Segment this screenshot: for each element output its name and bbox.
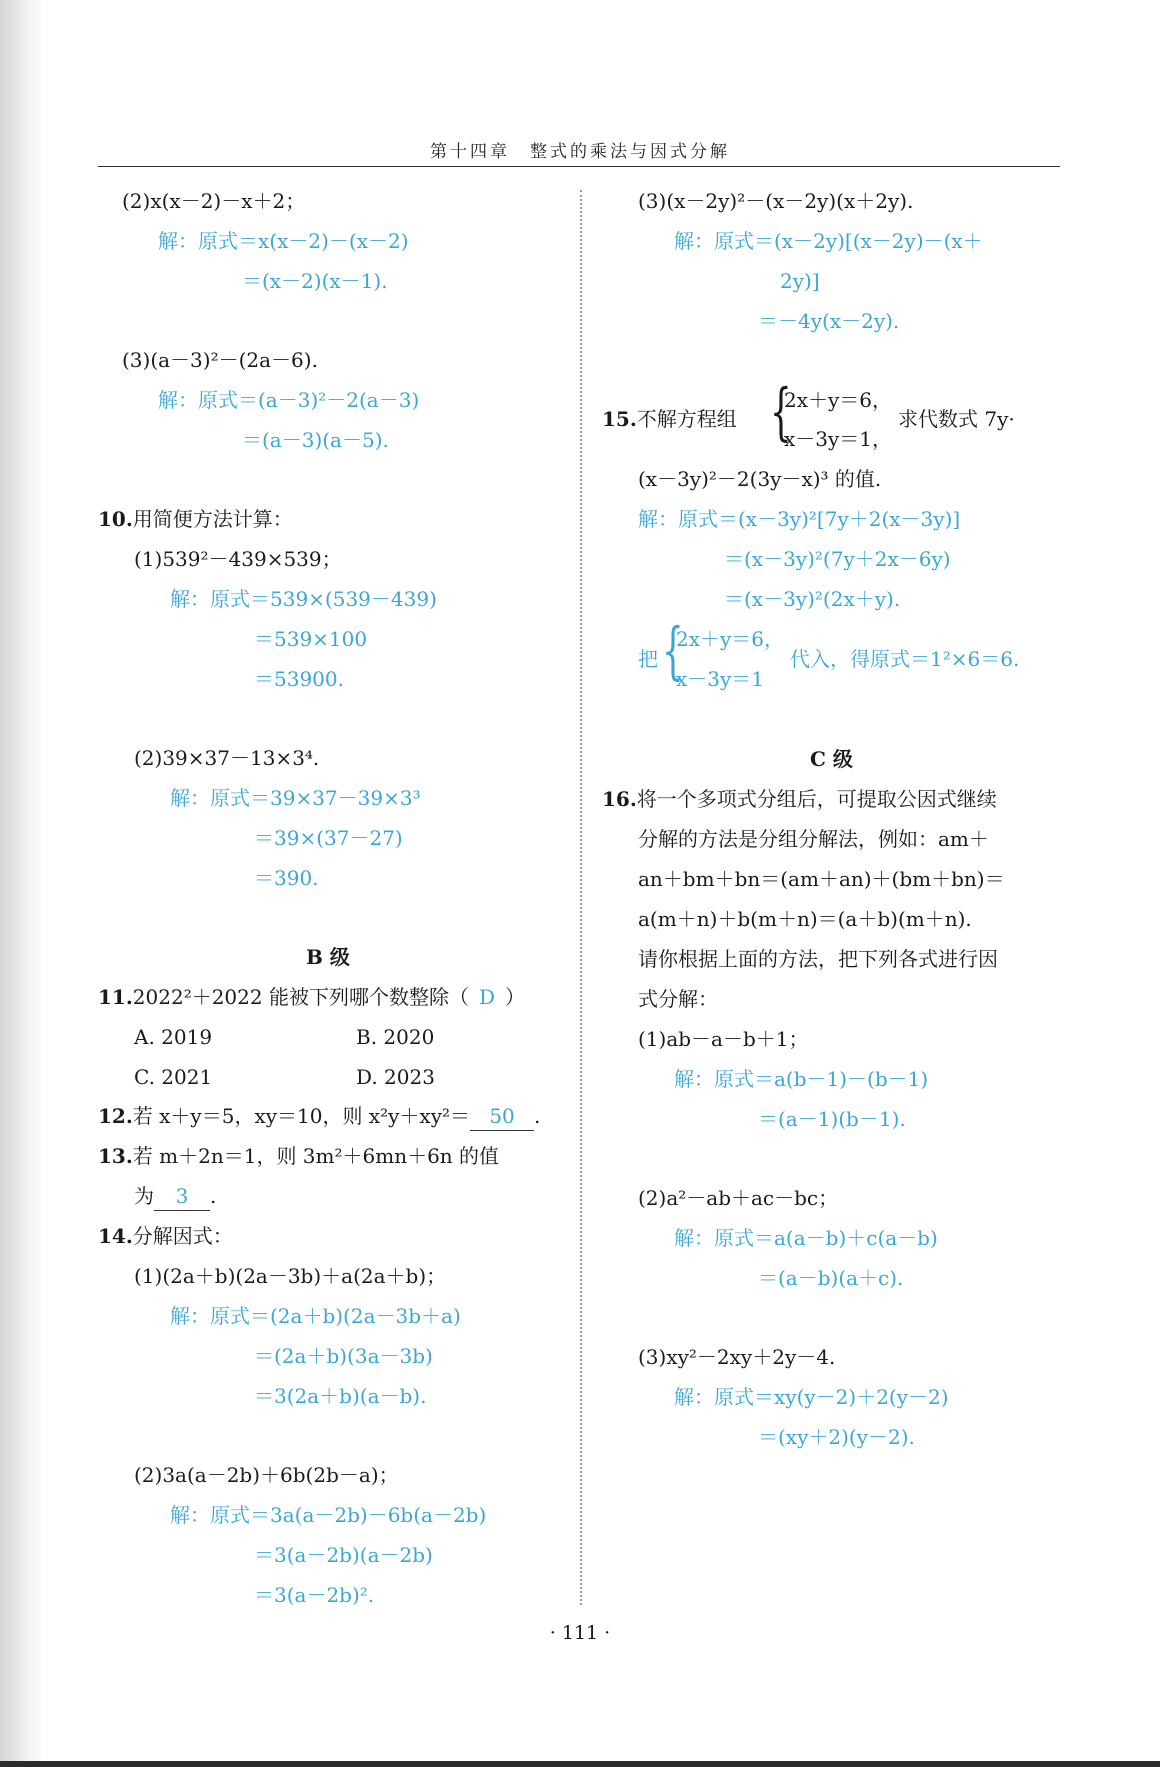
q11-option-c: C. 2021 bbox=[134, 1065, 213, 1089]
q16-part1-stem: (1)ab－a－b＋1； bbox=[638, 1027, 809, 1051]
q15-answer-line1: 解：原式＝(x－3y)²[7y＋2(x－3y)] bbox=[638, 507, 961, 531]
q16-part3-stem: (3)xy²－2xy＋2y－4. bbox=[638, 1345, 836, 1369]
q10-part2-stem: (2)39×37－13×3⁴. bbox=[134, 746, 320, 770]
q10-part1-answer-line1: 解：原式＝539×(539－439) bbox=[170, 587, 437, 611]
column-divider bbox=[580, 190, 582, 1605]
q15-substitute-brace: { bbox=[662, 614, 684, 687]
q10-text: 用简便方法计算： bbox=[132, 507, 293, 531]
q11-answer: D bbox=[478, 985, 496, 1009]
q14-part2-stem: (2)3a(a－2b)＋6b(2b－a)； bbox=[134, 1463, 399, 1487]
q15-substitute-post: 代入，得原式＝1²×6＝6. bbox=[790, 647, 1020, 671]
q14-part2-answer-line2: ＝3(a－2b)(a－2b) bbox=[254, 1543, 433, 1567]
header-rule bbox=[98, 166, 1060, 167]
q16-part3-answer-line2: ＝(xy＋2)(y－2). bbox=[758, 1425, 915, 1449]
q14-part1-answer-line2: ＝(2a＋b)(3a－3b) bbox=[254, 1344, 433, 1368]
page-edge-shadow bbox=[0, 0, 44, 1767]
q14-3-stem: (3)(x－2y)²－(x－2y)(x＋2y). bbox=[638, 189, 914, 213]
q14-text: 分解因式： bbox=[132, 1224, 233, 1248]
q10-part1-answer-line2: ＝539×100 bbox=[254, 627, 368, 651]
q10-part2-answer-line1: 解：原式＝39×37－39×3³ bbox=[170, 786, 421, 810]
q11-stem bbox=[98, 983, 525, 1011]
q9-3-answer-line2: ＝(a－3)(a－5). bbox=[242, 428, 389, 452]
q16-part3-answer-line1: 解：原式＝xy(y－2)＋2(y－2) bbox=[674, 1385, 949, 1409]
q14-part1-answer-line3: ＝3(2a＋b)(a－b). bbox=[254, 1384, 427, 1408]
q13-stem bbox=[98, 1142, 499, 1170]
q15-substitute-eq1: 2x＋y＝6， bbox=[676, 627, 785, 651]
q13-stem-line2 bbox=[134, 1182, 216, 1211]
page-number: · 111 · bbox=[549, 1622, 611, 1644]
q11-text: 2022²＋2022 能被下列哪个数整除（ bbox=[132, 985, 469, 1009]
q10-number: 10. bbox=[98, 507, 133, 531]
q16-line6: 式分解： bbox=[638, 987, 718, 1011]
q16-part1-answer-line1: 解：原式＝a(b－1)－(b－1) bbox=[674, 1067, 929, 1091]
q15-text: 不解方程组 bbox=[636, 407, 737, 431]
q15-answer-line3: ＝(x－3y)²(2x＋y). bbox=[724, 587, 901, 611]
q16-line3: an＋bm＋bn＝(am＋an)＋(bm＋bn)＝ bbox=[638, 867, 1005, 891]
q11-option-b: B. 2020 bbox=[356, 1025, 435, 1049]
q11-option-d: D. 2023 bbox=[356, 1065, 435, 1089]
q12-answer-blank: 50 bbox=[470, 1102, 534, 1131]
q16-part1-answer-line2: ＝(a－1)(b－1). bbox=[758, 1107, 906, 1131]
q10-part2-answer-line3: ＝390. bbox=[254, 866, 319, 890]
q10-part2-answer-line2: ＝39×(37－27) bbox=[254, 826, 403, 850]
q15-prefix bbox=[602, 405, 737, 433]
q16-part2-answer-line2: ＝(a－b)(a＋c). bbox=[758, 1266, 904, 1290]
q14-part2-answer-line1: 解：原式＝3a(a－2b)－6b(a－2b) bbox=[170, 1503, 487, 1527]
q12-stem bbox=[98, 1102, 540, 1131]
q10-part1-answer-line3: ＝53900. bbox=[254, 667, 344, 691]
q16-line5: 请你根据上面的方法，把下列各式进行因 bbox=[638, 947, 998, 971]
q15-number: 15. bbox=[602, 407, 637, 431]
q13-text2: 为 bbox=[134, 1184, 154, 1208]
q16-number: 16. bbox=[602, 787, 637, 811]
q12-text: 若 x＋y＝5，xy＝10，则 x²y＋xy²＝ bbox=[132, 1104, 471, 1128]
q9-2-answer-line2: ＝(x－2)(x－1). bbox=[242, 269, 388, 293]
q15-answer-line2: ＝(x－3y)²(7y＋2x－6y) bbox=[724, 547, 951, 571]
q14-part1-answer-line1: 解：原式＝(2a＋b)(2a－3b＋a) bbox=[170, 1304, 461, 1328]
q16-line1 bbox=[602, 785, 997, 813]
q14-part2-answer-line3: ＝3(a－2b)². bbox=[254, 1583, 375, 1607]
chapter-header: 第十四章 整式的乘法与因式分解 bbox=[430, 142, 730, 162]
q12-end: . bbox=[534, 1104, 541, 1128]
q15-stem-line2: (x－3y)²－2(3y－x)³ 的值. bbox=[638, 467, 882, 491]
q14-3-answer-line1: 解：原式＝(x－2y)[(x－2y)－(x＋ bbox=[674, 229, 983, 253]
q13-number: 13. bbox=[98, 1144, 133, 1168]
q14-heading bbox=[98, 1222, 233, 1250]
q16-line4: a(m＋n)＋b(m＋n)＝(a＋b)(m＋n). bbox=[638, 907, 972, 931]
q14-part1-stem: (1)(2a＋b)(2a－3b)＋a(2a＋b)； bbox=[134, 1264, 447, 1288]
q15-substitute-pre: 把 bbox=[638, 647, 658, 671]
q10-part1-stem: (1)539²－439×539； bbox=[134, 547, 342, 571]
q16-text-line1: 将一个多项式分组后，可提取公因式继续 bbox=[636, 787, 997, 811]
q15-equation1: 2x＋y＝6， bbox=[784, 388, 893, 412]
q11-close: ） bbox=[505, 985, 526, 1009]
q9-2-answer-line1: 解：原式＝x(x－2)－(x－2) bbox=[158, 229, 409, 253]
q14-3-answer-line1-cont: 2y)] bbox=[780, 269, 820, 293]
q15-equation2: x－3y＝1， bbox=[784, 427, 893, 451]
q15-text-after: 求代数式 7y· bbox=[898, 407, 1015, 431]
q10-heading bbox=[98, 505, 293, 533]
q13-answer-blank: 3 bbox=[154, 1182, 210, 1211]
q9-3-stem: (3)(a－3)²－(2a－6). bbox=[122, 348, 318, 372]
q13-end: . bbox=[210, 1184, 217, 1208]
q9-2-stem: (2)x(x－2)－x＋2； bbox=[122, 189, 306, 213]
q16-part2-stem: (2)a²－ab＋ac－bc； bbox=[638, 1186, 839, 1210]
q13-text: 若 m＋2n＝1，则 3m²＋6mn＋6n 的值 bbox=[132, 1144, 500, 1168]
q15-system-brace: { bbox=[770, 375, 792, 448]
level-c-heading: C 级 bbox=[810, 747, 853, 771]
q12-number: 12. bbox=[98, 1104, 133, 1128]
level-b-heading: B 级 bbox=[306, 945, 350, 969]
q14-3-answer-line2: ＝－4y(x－2y). bbox=[758, 309, 900, 333]
q14-number: 14. bbox=[98, 1224, 133, 1248]
q11-number: 11. bbox=[98, 985, 133, 1009]
q11-option-a: A. 2019 bbox=[134, 1025, 213, 1049]
q9-3-answer-line1: 解：原式＝(a－3)²－2(a－3) bbox=[158, 388, 420, 412]
q16-line2: 分解的方法是分组分解法，例如：am＋ bbox=[638, 827, 989, 851]
q16-part2-answer-line1: 解：原式＝a(a－b)＋c(a－b) bbox=[674, 1226, 938, 1250]
bottom-edge-bar bbox=[0, 1761, 1160, 1767]
q15-substitute-eq2: x－3y＝1 bbox=[676, 667, 765, 691]
